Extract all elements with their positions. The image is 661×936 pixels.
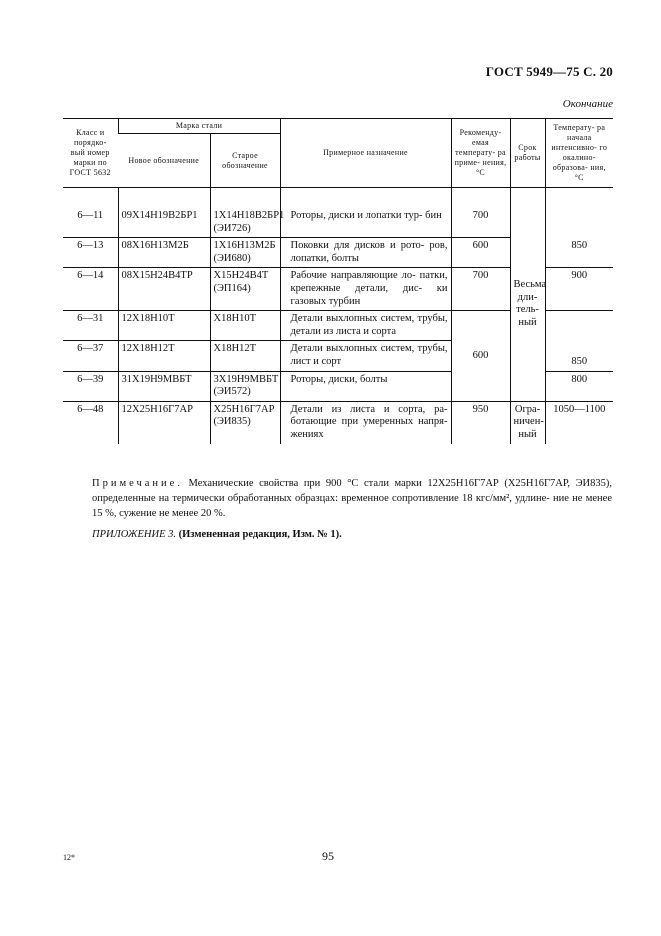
header-grade: Марка стали — [118, 119, 280, 134]
cell-oxidation — [545, 208, 613, 238]
cell-oxidation: 800 — [545, 371, 613, 401]
page-number: 95 — [322, 849, 334, 863]
cell-old: 1Х14Н18В2БР1 (ЭИ726) — [210, 208, 280, 238]
header-purpose: Примерное назначение — [280, 119, 451, 188]
cell-oxidation: 850 — [545, 341, 613, 371]
cell-oxidation: 1050—1100 — [545, 401, 613, 443]
cell-purpose: Детали из листа и сорта, ра- ботающие при умеренных напря- жениях — [280, 401, 451, 443]
table-row — [63, 208, 613, 238]
cell-old: Х18Н12Т — [210, 341, 280, 371]
cell-temperature: 700 — [451, 208, 510, 238]
cell-new: 12Х18Н12Т — [118, 341, 210, 371]
cell-class: 6—37 — [63, 341, 118, 371]
cell-class: 6—14 — [63, 268, 118, 311]
cell-old: Х25Н16Г7АР (ЭИ835) — [210, 401, 280, 443]
appendix-title: ПРИЛОЖЕНИЕ 3. — [92, 529, 176, 540]
header-class: Класс и порядко- вый номер марки по ГОСТ 5632 — [63, 119, 118, 188]
document-header: ГОСТ 5949—75 С. 20 — [485, 64, 613, 79]
cell-purpose: Рабочие направляющие ло- патки, крепежные детали, дис- ки газовых турбин — [280, 268, 451, 311]
cell-purpose: Детали выхлопных систем, трубы, лист и сорт — [280, 341, 451, 371]
table-row — [63, 401, 613, 443]
cell-temperature: 950 — [451, 401, 510, 443]
cell-new: 08Х15Н24В4ТР — [118, 268, 210, 311]
cell-term-long: Весьма дли- тель- ный — [510, 208, 545, 401]
cell-purpose: Роторы, диски и лопатки тур- бин — [280, 208, 451, 238]
cell-oxidation: 850 — [545, 238, 613, 268]
cell-class: 6—13 — [63, 238, 118, 268]
cell-purpose: Поковки для дисков и рото- ров, лопатки, болты — [280, 238, 451, 268]
cell-class: 6—39 — [63, 371, 118, 401]
cell-new: 12Х25Н16Г7АР — [118, 401, 210, 443]
cell-old: Х18Н10Т — [210, 311, 280, 341]
cell-new: 09Х14Н19В2БР1 — [118, 208, 210, 238]
cell-new: 12Х18Н10Т — [118, 311, 210, 341]
cell-oxidation: 900 — [545, 268, 613, 311]
cell-class: 6—11 — [77, 210, 104, 221]
cell-old: Х15Н24В4Т (ЭП164) — [210, 268, 280, 311]
cell-term-limited: Огра- ничен- ный — [510, 401, 545, 443]
header-term: Срок работы — [510, 119, 545, 188]
note-label: Примечание. — [92, 478, 183, 489]
cell-new: 31Х19Н9МВБТ — [118, 371, 210, 401]
table-continuation-label: Окончание — [562, 98, 613, 110]
cell-temperature: 600 — [451, 311, 510, 402]
appendix-reference — [92, 529, 342, 540]
header-new-designation: Новое обозначение — [118, 134, 210, 188]
cell-oxidation — [545, 311, 613, 341]
footer-mark: 12* — [63, 853, 75, 862]
cell-class: 6—31 — [63, 311, 118, 341]
table-note — [92, 476, 612, 522]
cell-purpose: Детали выхлопных систем, трубы, детали из листа и сорта — [280, 311, 451, 341]
cell-temperature: 700 — [451, 268, 510, 311]
header-old-designation: Старое обозначение — [210, 134, 280, 188]
note-text: Механические свойства при 900 °С стали марки 12Х25Н16Г7АР (Х25Н16Г7АР, ЭИ835), определенные на термически обработанных образцах: временное сопротивление 18 кгс/мм², удлине- ние не менее 15 %, сужение не менее 20 %. — [92, 478, 612, 520]
cell-new: 08Х16Н13М2Б — [118, 238, 210, 268]
cell-class: 6—48 — [63, 401, 118, 443]
header-temperature: Рекоменду- емая температу- ра приме- нения, °С — [451, 119, 510, 188]
cell-purpose: Роторы, диски, болты — [280, 371, 451, 401]
cell-old: 3Х19Н9МВБТ (ЭИ572) — [210, 371, 280, 401]
appendix-text: (Измененная редакция, Изм. № 1). — [178, 529, 342, 540]
steel-grades-table — [63, 118, 613, 444]
cell-old: 1Х16Н13М2Б (ЭИ680) — [210, 238, 280, 268]
header-oxidation: Температу- ра начала интенсивно- го окалино- образова- ния, °С — [545, 119, 613, 188]
cell-temperature: 600 — [451, 238, 510, 268]
